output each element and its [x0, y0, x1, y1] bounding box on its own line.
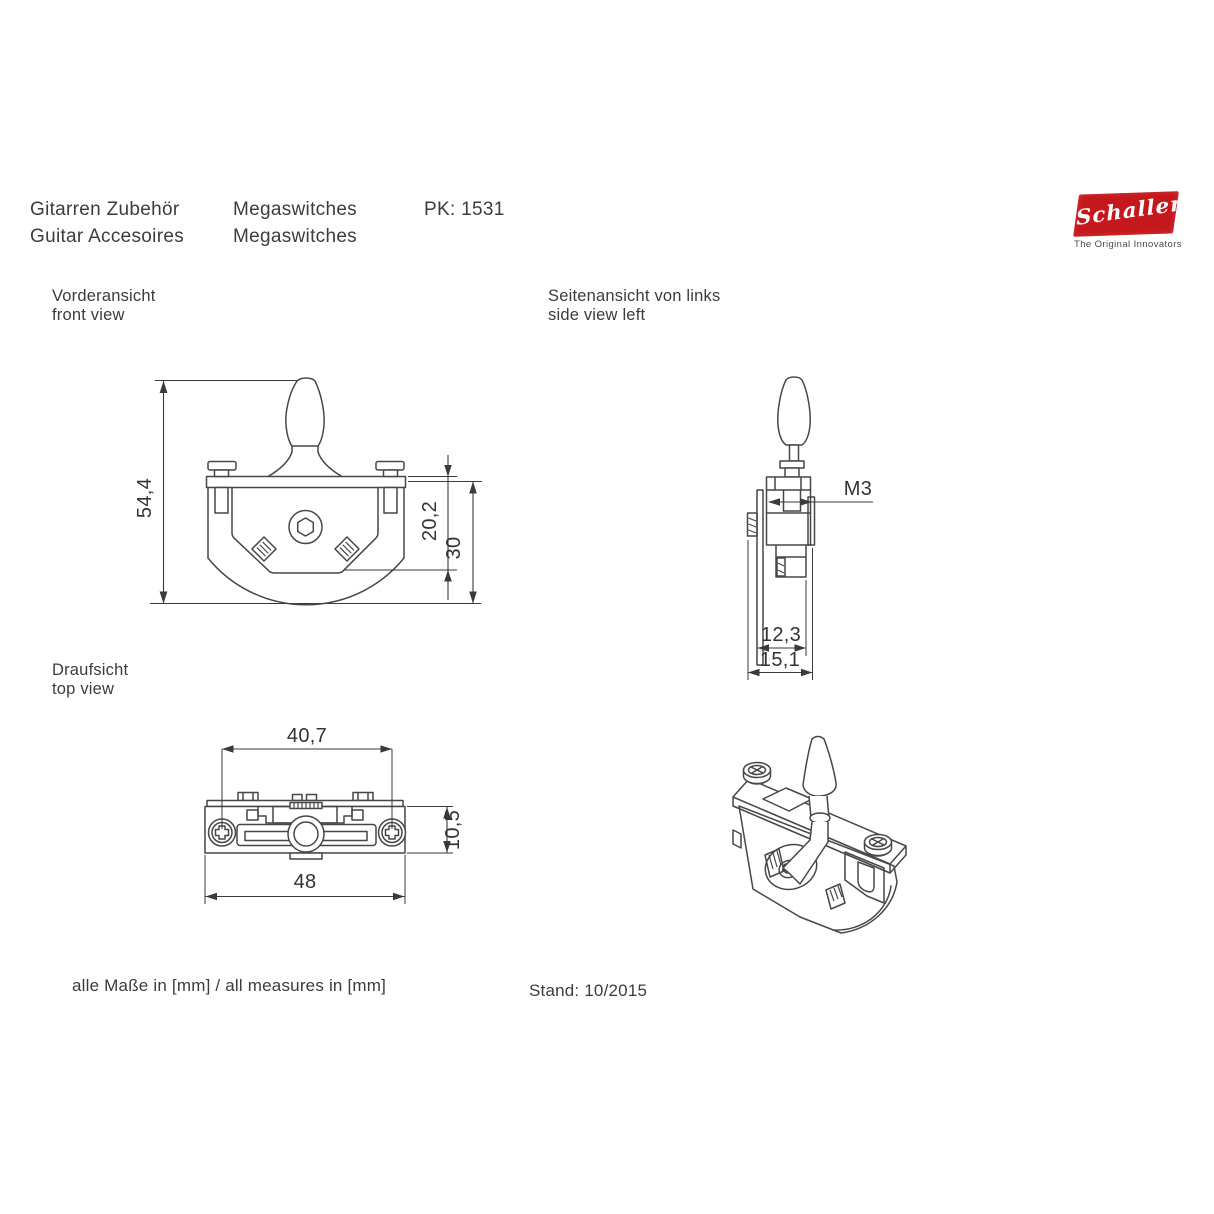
iso-right-screw: [865, 835, 892, 857]
front-switch-body: [208, 488, 404, 605]
svg-text:20,2: 20,2: [419, 500, 441, 542]
top-switch-body: [205, 793, 405, 860]
product-en: Megaswitches: [233, 226, 357, 247]
top-dim-total-width: [205, 855, 405, 904]
side-view-label-en: side view left: [548, 306, 646, 324]
svg-text:30: 30: [443, 536, 465, 560]
side-switch-knob: [778, 377, 810, 477]
front-switch-knob: [268, 378, 342, 477]
top-view-label: [52, 661, 128, 699]
side-view-label-de: Seitenansicht von links: [548, 287, 721, 305]
front-view-label-en: front view: [52, 306, 125, 324]
top-dim-plate-depth: [407, 807, 464, 854]
top-view-drawing: [190, 723, 482, 915]
header-pk-number: PK: 1531: [424, 199, 505, 220]
category-en: Guitar Accesoires: [30, 226, 184, 247]
svg-text:48: 48: [293, 871, 317, 893]
top-view-label-en: top view: [52, 680, 115, 698]
front-mounting-plate: [207, 477, 406, 488]
side-solder-lug: [748, 513, 758, 536]
side-view-drawing: [715, 363, 905, 693]
side-dim-body-depth: [758, 580, 807, 656]
schaller-logo: [1062, 185, 1194, 253]
front-solder-lug-right: [335, 537, 359, 561]
iso-left-screw: [744, 763, 771, 785]
svg-text:15,1: 15,1: [759, 649, 801, 671]
svg-text:12,3: 12,3: [760, 624, 802, 646]
header-category: [30, 196, 184, 250]
logo-red-parallelogram: [1073, 190, 1184, 237]
front-dim-housing-height: [408, 482, 482, 604]
logo-tagline: The Original Innovators: [1074, 239, 1182, 250]
category-de: Gitarren Zubehör: [30, 199, 180, 220]
logo-brand-script: Schaller: [1075, 190, 1184, 230]
side-view-label: [548, 287, 720, 325]
product-de: Megaswitches: [233, 199, 357, 220]
revision-date: Stand: 10/2015: [529, 981, 648, 1000]
measures-note: alle Maße in [mm] / all measures in [mm]: [72, 976, 387, 995]
front-view-drawing: [130, 363, 502, 623]
front-view-label-de: Vorderansicht: [52, 287, 156, 305]
svg-text:54,4: 54,4: [134, 477, 156, 519]
front-view-label: [52, 287, 156, 325]
header-product: [233, 196, 357, 250]
svg-text:40,7: 40,7: [286, 725, 328, 747]
svg-text:10,5: 10,5: [442, 809, 464, 851]
svg-text:M3: M3: [843, 478, 873, 500]
isometric-view-drawing: [695, 723, 967, 965]
top-view-label-de: Draufsicht: [52, 661, 129, 679]
